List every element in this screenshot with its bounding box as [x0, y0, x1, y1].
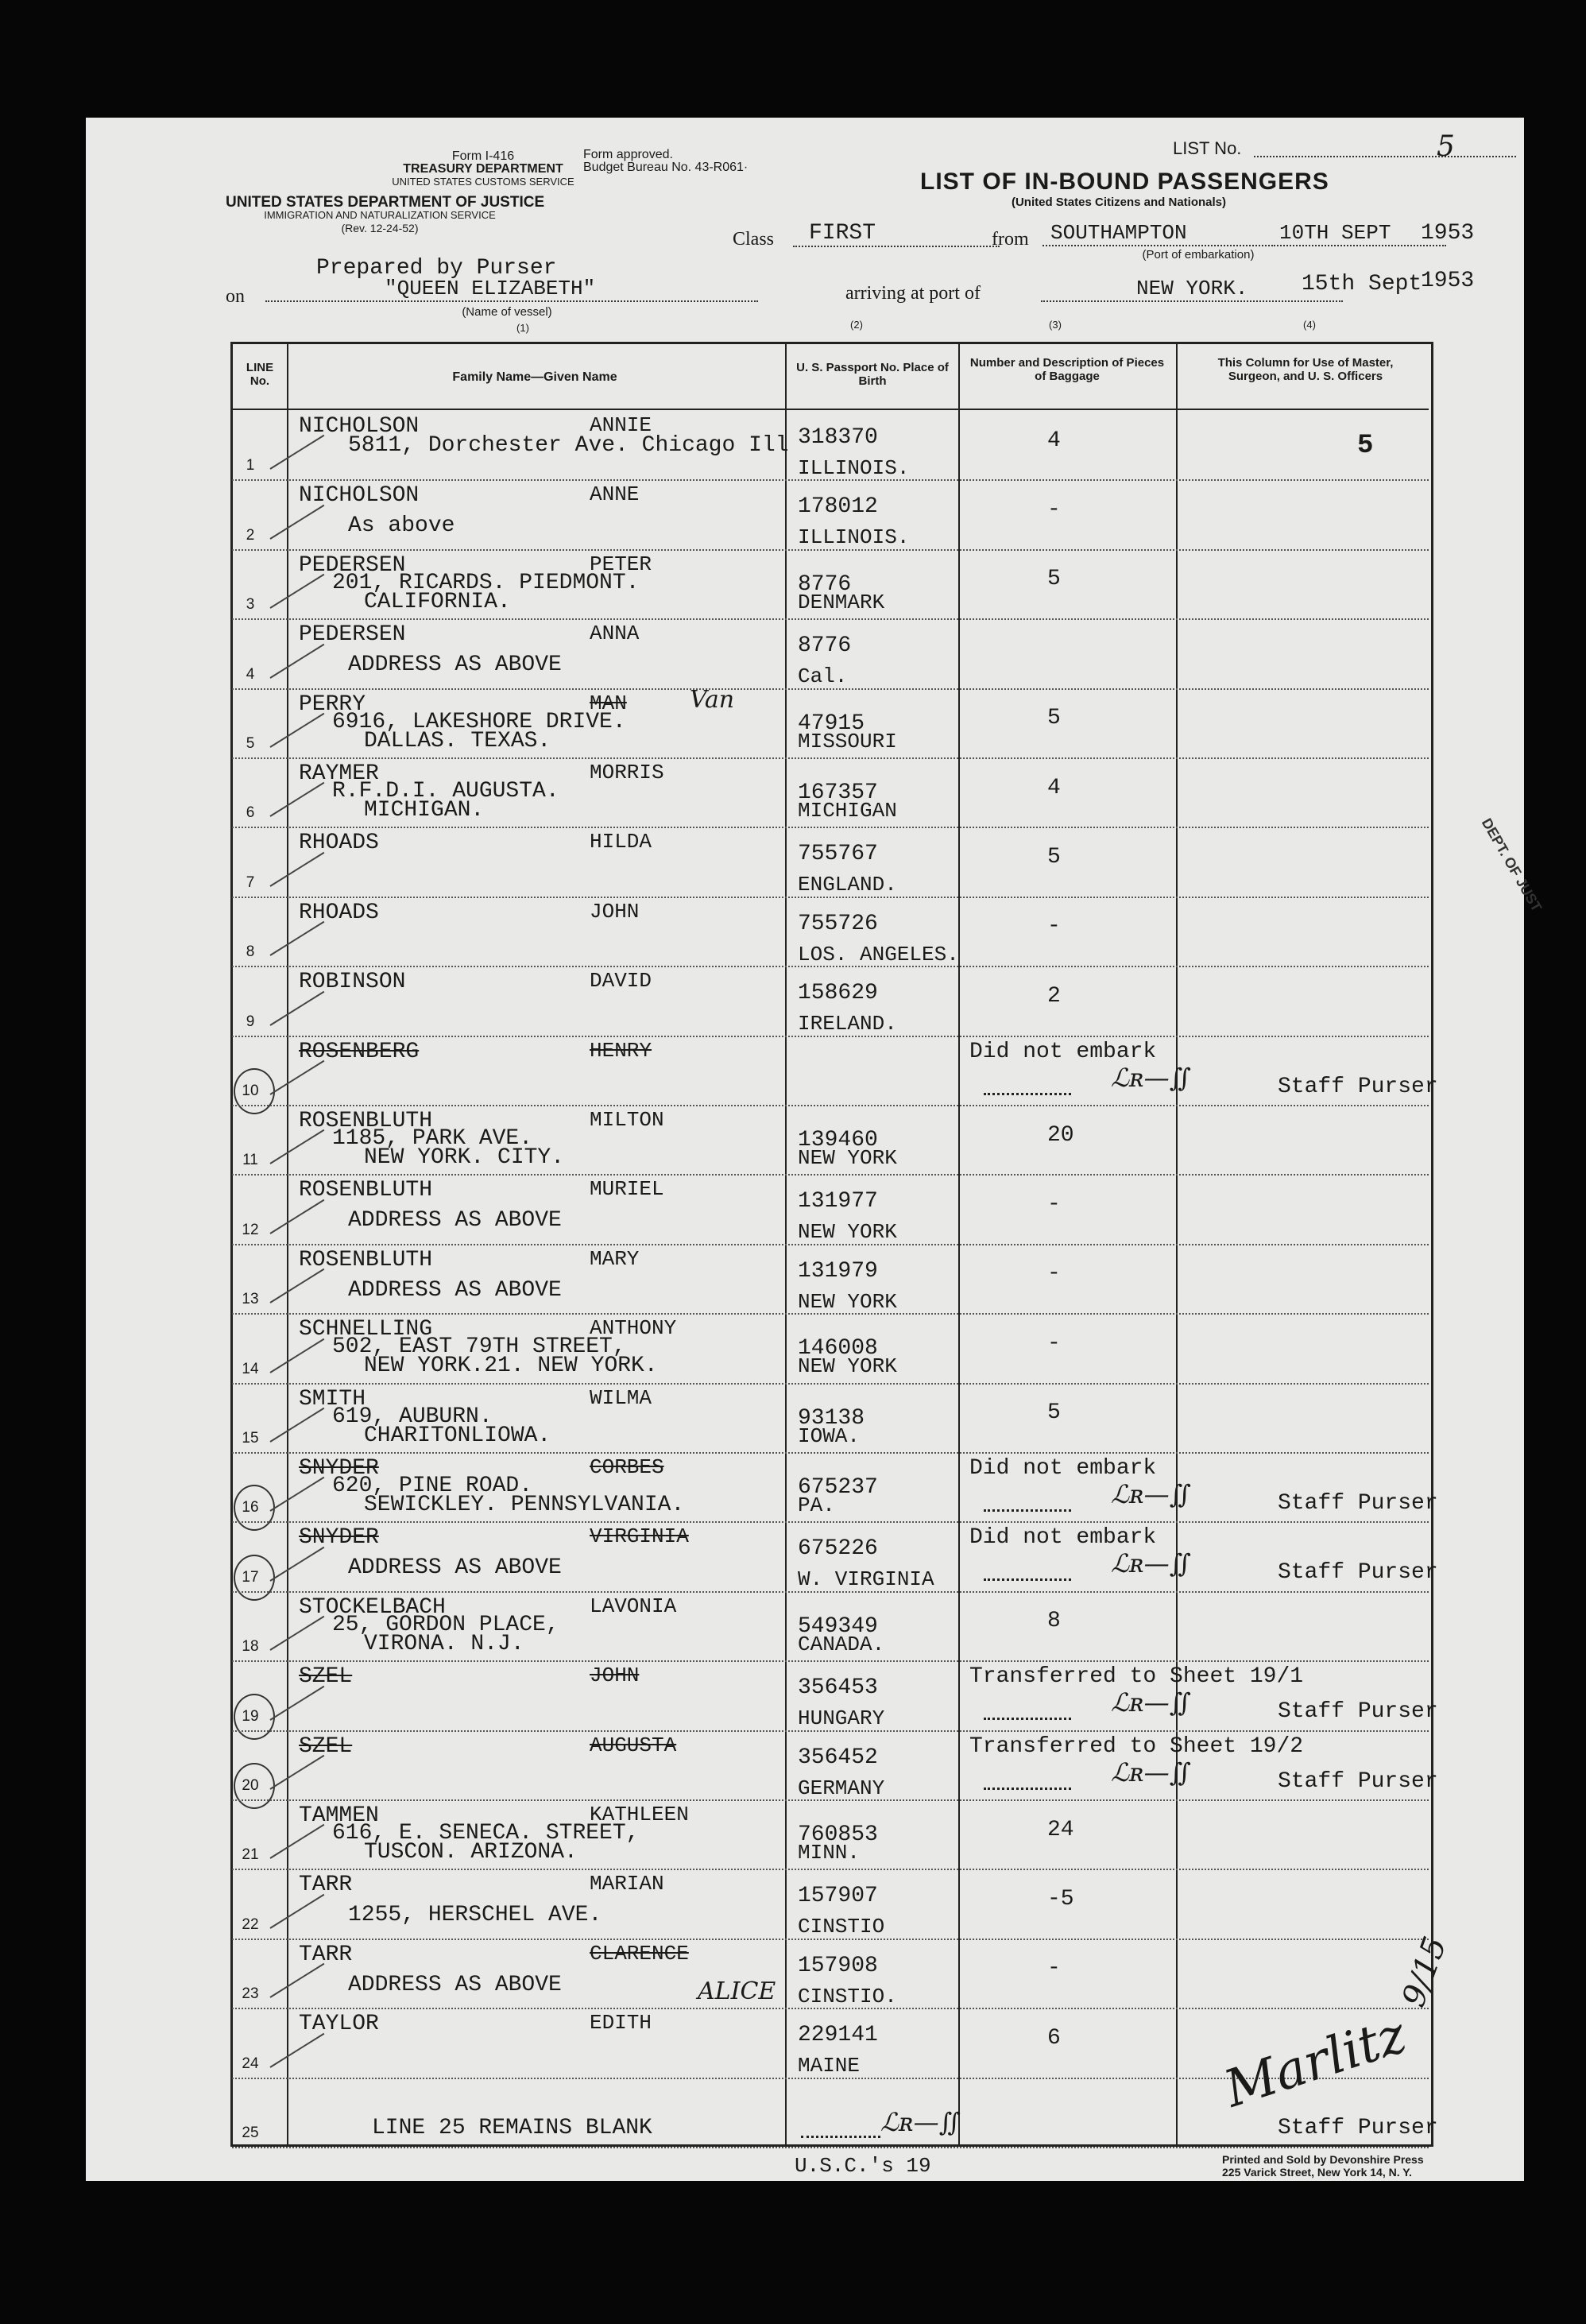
- line-number: 12: [242, 1221, 259, 1238]
- line-number: 23: [242, 1985, 259, 2003]
- col-index-4: (4): [1303, 319, 1316, 331]
- place-of-birth: NEW YORK: [798, 1354, 897, 1379]
- address-line-1: ADDRESS AS ABOVE: [348, 1555, 562, 1581]
- line-number: 25: [242, 2124, 259, 2141]
- family-name: TAYLOR: [299, 2012, 379, 2037]
- given-name: VIRGINIA: [590, 1524, 689, 1549]
- place-of-birth: MISSOURI: [798, 729, 897, 753]
- line-number: 5: [246, 734, 255, 752]
- passport-number: 760853: [798, 1822, 878, 1847]
- line-number: 16: [242, 1499, 259, 1516]
- passport-number: 675226: [798, 1536, 878, 1562]
- line-number: 10: [242, 1082, 259, 1099]
- table-row: [86, 479, 1524, 548]
- table-row: [86, 1174, 1524, 1243]
- address-line-1: 25, GORDON PLACE,: [332, 1612, 559, 1637]
- purser-dots: [984, 1509, 1071, 1512]
- given-name: MAN: [590, 691, 627, 715]
- line-number: 6: [246, 804, 255, 822]
- baggage: Transferred to Sheet 19/2: [969, 1733, 1304, 1759]
- passport-number: 93138: [798, 1405, 865, 1431]
- col-index-3: (3): [1049, 319, 1062, 331]
- passport-number: 139460: [798, 1128, 878, 1152]
- address-line-1: ADDRESS AS ABOVE: [348, 1972, 562, 1997]
- address-line-2: TUSCON. ARIZONA.: [364, 1840, 578, 1865]
- baggage: 20: [1047, 1122, 1074, 1148]
- given-name: CORBES: [590, 1455, 664, 1479]
- table-row: [86, 410, 1524, 479]
- address-line-2: NEW YORK.21. NEW YORK.: [364, 1354, 658, 1379]
- line-number: 19: [242, 1707, 259, 1725]
- baggage: -5: [1047, 1887, 1074, 1912]
- purser-dots: [801, 2136, 880, 2138]
- baggage: 5: [1047, 567, 1061, 592]
- purser-title: Staff Purser: [1278, 1768, 1438, 1794]
- address-line-1: ADDRESS AS ABOVE: [348, 1208, 562, 1234]
- passport-number: 131977: [798, 1189, 878, 1214]
- address-line-1: 620, PINE ROAD.: [332, 1474, 533, 1498]
- family-name: PEDERSEN: [299, 552, 406, 578]
- check-tick-mark: [269, 1199, 324, 1234]
- table-row: [86, 1105, 1524, 1174]
- vessel-caption: (Name of vessel): [462, 305, 552, 319]
- row-separator: [232, 2147, 1429, 2148]
- family-name: ROSENBLUTH: [299, 1178, 433, 1203]
- family-name: ROBINSON: [299, 970, 406, 995]
- purser-signature: ℒʀ—∬: [880, 2106, 961, 2137]
- given-name: PETER: [590, 552, 652, 576]
- family-name: TAMMEN: [299, 1803, 379, 1828]
- line-number: 1: [246, 457, 255, 474]
- passport-number: 229141: [798, 2023, 878, 2048]
- sheet-id: U.S.C.'s 19: [795, 2154, 931, 2178]
- baggage: -: [1047, 1192, 1061, 1218]
- place-of-birth: W. VIRGINIA: [798, 1567, 934, 1592]
- check-tick-mark: [269, 435, 324, 470]
- table-row: [86, 1521, 1524, 1590]
- from-date: 10TH SEPT: [1271, 221, 1446, 246]
- given-name: WILMA: [590, 1385, 652, 1410]
- year-1: 1953: [1421, 221, 1475, 246]
- family-name: ROSENBLUTH: [299, 1247, 433, 1272]
- check-tick-mark: [269, 1547, 324, 1582]
- address-line-1: R.F.D.I. AUGUSTA.: [332, 779, 559, 804]
- form-revision: (Rev. 12-24-52): [341, 222, 419, 234]
- passport-number: 158629: [798, 981, 878, 1006]
- family-name: SNYDER: [299, 1525, 379, 1551]
- passport-number: 8776: [798, 571, 852, 597]
- col-header-name: Family Name—Given Name: [452, 370, 617, 384]
- baggage: -: [1047, 1956, 1061, 1981]
- family-name: TARR: [299, 1942, 353, 1967]
- check-tick-mark: [269, 1616, 324, 1651]
- given-name: DAVID: [590, 969, 652, 994]
- baggage: 4: [1047, 775, 1061, 800]
- purser-signature: ℒʀ—∬: [1111, 1479, 1191, 1509]
- line-number: 7: [246, 873, 255, 891]
- given-name: ANNE: [590, 482, 640, 507]
- passport-number: 318370: [798, 425, 878, 450]
- printer-line-1: Printed and Sold by Devonshire Press: [1222, 2153, 1424, 2166]
- address-line-2: DALLAS. TEXAS.: [364, 728, 551, 753]
- table-row: [86, 549, 1524, 618]
- place-of-birth: ILLINOIS.: [798, 456, 910, 480]
- place-of-birth: CINSTIO: [798, 1915, 885, 1939]
- col-index-1: (1): [516, 322, 529, 334]
- line-number: 4: [246, 665, 255, 683]
- purser-title: Staff Purser: [1278, 1560, 1438, 1586]
- given-name: KATHLEEN: [590, 1803, 689, 1826]
- place-of-birth: MAINE: [798, 2054, 861, 2078]
- given-name: HENRY: [590, 1038, 652, 1063]
- baggage: 2: [1047, 983, 1061, 1009]
- col-header-passport: U. S. Passport No. Place of Birth: [796, 361, 949, 388]
- line-number: 22: [242, 1915, 259, 1933]
- place-of-birth: MINN.: [798, 1841, 861, 1865]
- check-tick-mark: [269, 643, 324, 678]
- port-embark-caption: (Port of embarkation): [1142, 248, 1255, 261]
- place-of-birth: NEW YORK: [798, 1220, 897, 1245]
- vessel-name: "QUEEN ELIZABETH": [265, 277, 758, 302]
- check-tick-mark: [269, 2032, 324, 2067]
- col-index-2: (2): [850, 319, 863, 331]
- table-row: [86, 757, 1524, 827]
- check-tick-mark: [269, 1060, 324, 1095]
- address-line-1: 619, AUBURN.: [332, 1404, 493, 1429]
- table-row: [86, 1939, 1524, 2008]
- given-name: AUGUSTA: [590, 1733, 677, 1757]
- line-number: 24: [242, 2055, 259, 2072]
- family-name: SZEL: [299, 1733, 353, 1759]
- passport-number: 47915: [798, 711, 865, 736]
- baggage: 24: [1047, 1817, 1074, 1842]
- address-line-1: 1185, PARK AVE.: [332, 1126, 533, 1151]
- passport-number: 167357: [798, 780, 878, 805]
- check-tick-mark: [269, 1338, 324, 1373]
- place-of-birth: NEW YORK: [798, 1146, 897, 1170]
- given-name: MURIEL: [590, 1177, 664, 1202]
- family-name: SZEL: [299, 1664, 353, 1690]
- family-name: PEDERSEN: [299, 622, 406, 648]
- address-line-1: 6916, LAKESHORE DRIVE.: [332, 709, 626, 734]
- check-tick-mark: [269, 852, 324, 887]
- check-tick-mark: [269, 505, 324, 540]
- family-name: NICHOLSON: [299, 414, 420, 439]
- line-number: 11: [242, 1152, 258, 1169]
- on-label: on: [226, 286, 245, 307]
- place-of-birth: IOWA.: [798, 1423, 861, 1448]
- address-line-1: 5811, Dorchester Ave. Chicago Ill: [348, 433, 789, 458]
- form-title: LIST OF IN-BOUND PASSENGERS: [920, 168, 1329, 195]
- baggage: -: [1047, 498, 1061, 523]
- printer-line-2: 225 Varick Street, New York 14, N. Y.: [1222, 2166, 1412, 2179]
- table-row: [86, 685, 1524, 757]
- passport-number: 755767: [798, 842, 878, 867]
- class-value: FIRST: [793, 221, 1000, 247]
- place-of-birth: GERMANY: [798, 1776, 885, 1800]
- purser-dots: [984, 1718, 1071, 1720]
- baggage: Did not embark: [969, 1039, 1157, 1064]
- family-name: SMITH: [299, 1386, 366, 1412]
- baggage: Transferred to Sheet 19/1: [969, 1664, 1304, 1690]
- line-number: 13: [242, 1291, 259, 1308]
- table-row: [86, 1730, 1524, 1799]
- purser-signature: ℒʀ—∬: [1111, 1757, 1191, 1788]
- purser-dots: [984, 1093, 1071, 1095]
- passport-number: 8776: [798, 633, 852, 659]
- passport-number: 356452: [798, 1745, 878, 1770]
- line-number: 8: [246, 943, 255, 961]
- line-number: 3: [246, 596, 255, 614]
- given-name: MORRIS: [590, 761, 664, 784]
- address-line-2: NEW YORK. CITY.: [364, 1145, 565, 1170]
- line-number: 18: [242, 1638, 259, 1656]
- justice-stamp: DEPT. OF JUST: [1478, 815, 1545, 915]
- passport-number: 178012: [798, 494, 878, 520]
- baggage: 6: [1047, 2025, 1061, 2051]
- family-name: SCHNELLING: [299, 1317, 433, 1342]
- given-name: LAVONIA: [590, 1594, 677, 1618]
- table-row: [86, 1660, 1524, 1729]
- given-name: JOHN: [590, 899, 640, 924]
- baggage: 4: [1047, 428, 1061, 453]
- budget-bureau: Budget Bureau No. 43-R061·: [583, 161, 749, 174]
- handwritten-note: 9/15: [1395, 1931, 1454, 2012]
- line-number: 21: [242, 1846, 259, 1864]
- table-row: [86, 1452, 1524, 1521]
- given-name: JOHN: [590, 1664, 640, 1688]
- address-line-2: CALIFORNIA.: [364, 589, 511, 614]
- check-tick-mark: [269, 1269, 324, 1303]
- purser-dots: [984, 1788, 1071, 1790]
- justice-dept: UNITED STATES DEPARTMENT OF JUSTICE: [226, 194, 545, 211]
- address-line-1: ADDRESS AS ABOVE: [348, 653, 562, 678]
- table-row: [86, 1313, 1524, 1382]
- table-row: [86, 1799, 1524, 1869]
- check-tick-mark: [269, 1685, 324, 1720]
- place-of-birth: Cal.: [798, 664, 848, 689]
- purser-title: Staff Purser: [1278, 1074, 1438, 1099]
- purser-dots: [984, 1578, 1071, 1581]
- year-2: 1953: [1421, 269, 1475, 293]
- given-name: ANNA: [590, 622, 640, 646]
- list-number-value: 5: [1437, 130, 1455, 163]
- family-name: TARR: [299, 1873, 353, 1898]
- given-name-correction: ALICE: [698, 1977, 776, 2005]
- place-of-birth: IRELAND.: [798, 1012, 897, 1036]
- purser-signature: ℒʀ—∬: [1111, 1062, 1191, 1093]
- given-name: MARY: [590, 1246, 640, 1271]
- line-number: 2: [246, 526, 255, 544]
- check-tick-mark: [269, 1963, 324, 1998]
- baggage: 8: [1047, 1609, 1061, 1634]
- place-of-birth: PA.: [798, 1493, 835, 1517]
- place-of-birth: ENGLAND.: [798, 873, 897, 897]
- passport-number: 157907: [798, 1884, 878, 1909]
- address-line-1: 502, EAST 79TH STREET,: [332, 1334, 626, 1360]
- table-row: [86, 1036, 1524, 1105]
- officer-count: 5: [1357, 431, 1374, 461]
- table-row: [86, 1383, 1524, 1452]
- col-header-baggage: Number and Description of Pieces of Baggage: [969, 356, 1165, 383]
- col-header-line: LINE No.: [246, 361, 274, 388]
- line-number: 17: [242, 1568, 259, 1586]
- family-name: PERRY: [299, 691, 366, 717]
- given-name: HILDA: [590, 830, 652, 854]
- place-of-birth: DENMARK: [798, 590, 885, 614]
- check-tick-mark: [269, 1824, 324, 1859]
- place-of-birth: NEW YORK: [798, 1289, 897, 1314]
- table-row: [86, 966, 1524, 1035]
- class-label: Class: [733, 229, 775, 250]
- from-port: SOUTHAMPTON: [1043, 221, 1273, 246]
- col-header-officers: This Column for Use of Master, Surgeon, and U. S. Officers: [1217, 356, 1394, 383]
- line-number: 9: [246, 1013, 255, 1030]
- given-name-correction: Van: [690, 685, 735, 714]
- family-name: LINE 25 REMAINS BLANK: [372, 2115, 652, 2140]
- check-tick-mark: [269, 574, 324, 609]
- prepared-by: Prepared by Purser: [316, 256, 557, 281]
- check-tick-mark: [269, 990, 324, 1025]
- baggage: 5: [1047, 845, 1061, 870]
- place-of-birth: LOS. ANGELES.: [798, 942, 959, 966]
- given-name: MILTON: [590, 1108, 664, 1132]
- place-of-birth: HUNGARY: [798, 1706, 885, 1731]
- passport-number: 157908: [798, 1953, 878, 1978]
- arrival-date: 15th Sept: [1302, 272, 1422, 296]
- place-of-birth: CINSTIO.: [798, 1984, 897, 2008]
- family-name: RHOADS: [299, 900, 379, 925]
- baggage: Did not embark: [969, 1456, 1157, 1481]
- address-line-1: ADDRESS AS ABOVE: [348, 1277, 562, 1303]
- address-line-1: 616, E. SENECA. STREET,: [332, 1821, 640, 1846]
- place-of-birth: CANADA.: [798, 1632, 885, 1656]
- address-line-1: 201, RICARDS. PIEDMONT.: [332, 570, 640, 595]
- purser-signature: ℒʀ—∬: [1111, 1687, 1191, 1718]
- baggage: Did not embark: [969, 1525, 1157, 1551]
- from-label: from: [992, 229, 1029, 250]
- table-row: [86, 1591, 1524, 1660]
- passport-number: 675237: [798, 1475, 878, 1500]
- baggage: 5: [1047, 706, 1061, 731]
- form-number: Form I-416: [451, 149, 515, 163]
- signature-scribble: Marlitz: [1217, 2005, 1414, 2120]
- family-name: NICHOLSON: [299, 483, 420, 509]
- check-tick-mark: [269, 1894, 324, 1929]
- customs-service: UNITED STATES CUSTOMS SERVICE: [392, 176, 574, 188]
- place-of-birth: MICHIGAN: [798, 799, 897, 823]
- passport-number: 131979: [798, 1258, 878, 1284]
- passport-number: 549349: [798, 1613, 878, 1639]
- ins-service: IMMIGRATION AND NATURALIZATION SERVICE: [264, 209, 496, 221]
- line-number: 20: [242, 1776, 259, 1794]
- place-of-birth: ILLINOIS.: [798, 525, 910, 550]
- address-line-1: As above: [348, 513, 455, 539]
- table-row: [86, 897, 1524, 966]
- family-name: STOCKELBACH: [299, 1594, 446, 1620]
- treasury-dept: TREASURY DEPARTMENT: [403, 162, 563, 176]
- baggage: 5: [1047, 1400, 1061, 1426]
- address-line-2: CHARITONLIOWA.: [364, 1423, 551, 1448]
- passport-number: 755726: [798, 911, 878, 936]
- check-tick-mark: [269, 921, 324, 956]
- check-tick-mark: [269, 1477, 324, 1512]
- passport-number: 356453: [798, 1675, 878, 1701]
- given-name: ANNIE: [590, 413, 652, 437]
- table-row: [86, 827, 1524, 896]
- form-approved: Form approved.: [583, 148, 673, 161]
- list-number-field: [1254, 156, 1516, 157]
- given-name: CLARENCE: [590, 1941, 689, 1966]
- table-row: [86, 618, 1524, 688]
- check-tick-mark: [269, 713, 324, 748]
- baggage: -: [1047, 1261, 1061, 1287]
- given-name: EDITH: [590, 2011, 652, 2035]
- family-name: ROSENBERG: [299, 1039, 420, 1064]
- form-subtitle: (United States Citizens and Nationals): [1011, 196, 1227, 209]
- check-tick-mark: [269, 782, 324, 817]
- family-name: ROSENBLUTH: [299, 1109, 433, 1133]
- family-name: SNYDER: [299, 1456, 379, 1481]
- address-line-2: SEWICKLEY. PENNSYLVANIA.: [364, 1493, 685, 1517]
- baggage: -: [1047, 1330, 1061, 1356]
- passport-number: 146008: [798, 1336, 878, 1361]
- line-number: 15: [242, 1429, 259, 1447]
- table-row: [86, 1869, 1524, 1938]
- check-tick-mark: [269, 1755, 324, 1790]
- address-line-2: MICHIGAN.: [364, 798, 485, 823]
- purser-title: Staff Purser: [1278, 1699, 1438, 1725]
- line-number: 14: [242, 1360, 259, 1377]
- purser-signature: ℒʀ—∬: [1111, 1548, 1191, 1579]
- given-name: ANTHONY: [590, 1316, 677, 1341]
- purser-title: Staff Purser: [1278, 1491, 1438, 1516]
- family-name: RHOADS: [299, 831, 379, 856]
- list-number-label: LIST No.: [1173, 138, 1242, 158]
- baggage: -: [1047, 914, 1061, 939]
- arrival-port: NEW YORK.: [1041, 277, 1343, 302]
- purser-title: Staff Purser: [1278, 2115, 1438, 2140]
- arriving-label: arriving at port of: [845, 283, 981, 304]
- table-row: [86, 1244, 1524, 1313]
- check-tick-mark: [269, 1129, 324, 1164]
- family-name: RAYMER: [299, 761, 379, 786]
- address-line-2: VIRONA. N.J.: [364, 1631, 524, 1656]
- check-tick-mark: [269, 1408, 324, 1443]
- given-name: MARIAN: [590, 1872, 664, 1896]
- address-line-1: 1255, HERSCHEL AVE.: [348, 1903, 602, 1928]
- document-page: [86, 118, 1545, 2181]
